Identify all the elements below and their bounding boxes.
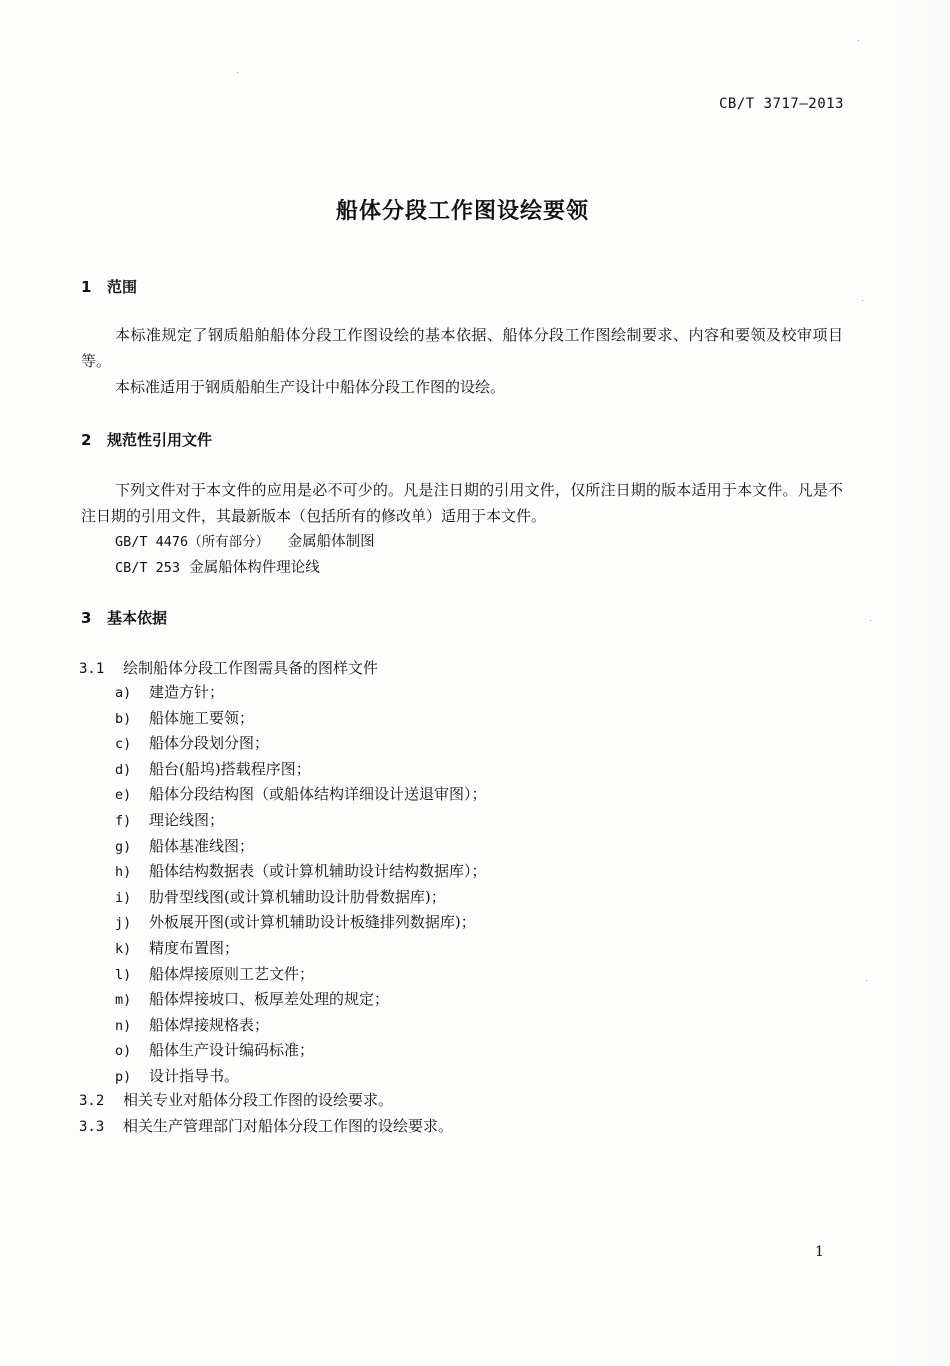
list-item	[115, 859, 487, 885]
list-item	[115, 808, 487, 834]
reference-code: GB/T 4476（所有部分）	[115, 534, 270, 550]
clause-text: 绘制船体分段工作图需具备的图样文件	[123, 659, 379, 677]
list-item	[115, 680, 487, 706]
item-label: b)	[115, 710, 132, 727]
document-title: 船体分段工作图设绘要领	[335, 199, 589, 224]
item-label: m)	[115, 992, 132, 1009]
list-item	[115, 936, 487, 962]
section-2-paragraph-1: 下列文件对于本文件的应用是必不可少的。凡是注日期的引用文件，仅所注日期的版本适用于本文件。凡是不注日期的引用文件，其最新版本（包括所有的修改单）适用于本文件。	[81, 481, 843, 525]
item-label: o)	[115, 1043, 132, 1060]
clause-number: 3.2	[79, 1093, 105, 1109]
section-number: 3	[81, 609, 92, 627]
item-text: 船体焊接规格表；	[149, 1015, 270, 1034]
list-item	[115, 1038, 487, 1064]
scan-speck	[870, 620, 871, 621]
section-title: 规范性引用文件	[107, 431, 213, 449]
reference-title: 金属船体构件理论线	[189, 560, 320, 576]
list-item	[115, 757, 487, 783]
item-label: a)	[115, 685, 132, 701]
section-1-paragraph-1: 本标准规定了钢质船舶船体分段工作图设绘的基本依据、船体分段工作图绘制要求、内容和要领及校审项目等。	[81, 326, 843, 370]
list-item	[115, 706, 487, 732]
list-item	[115, 1064, 487, 1090]
item-text: 船体生产设计编码标准；	[149, 1041, 315, 1060]
item-text: 船台(船坞)搭载程序图；	[149, 759, 311, 778]
clause-text: 相关生产管理部门对船体分段工作图的设绘要求。	[123, 1117, 454, 1135]
item-label: g)	[115, 838, 132, 855]
normative-reference-2	[115, 556, 320, 577]
item-label: i)	[115, 889, 132, 906]
item-label: j)	[115, 915, 132, 932]
section-number: 1	[81, 278, 92, 296]
clause-3-1	[79, 657, 378, 678]
item-label: c)	[115, 736, 132, 753]
section-2-heading	[81, 429, 212, 450]
reference-title: 金属船体制图	[287, 534, 375, 550]
clause-text: 相关专业对船体分段工作图的设绘要求。	[123, 1091, 394, 1109]
section-title: 基本依据	[107, 609, 168, 627]
item-text: 理论线图；	[149, 810, 225, 829]
item-text: 船体分段划分图；	[149, 734, 270, 753]
list-item	[115, 987, 487, 1013]
list-item	[115, 731, 487, 757]
scan-speck	[862, 300, 863, 301]
scan-speck	[858, 40, 859, 41]
list-item	[115, 1013, 487, 1039]
item-text: 船体结构数据表（或计算机辅助设计结构数据库）；	[149, 862, 487, 881]
item-label: e)	[115, 787, 132, 804]
list-item	[115, 962, 487, 988]
list-item	[115, 782, 487, 808]
item-text: 船体焊接原则工艺文件；	[149, 964, 315, 983]
clause-number: 3.1	[79, 661, 105, 677]
section-number: 2	[81, 431, 92, 449]
list-item	[115, 834, 487, 860]
item-label: l)	[115, 966, 132, 983]
section-1-paragraph-2: 本标准适用于钢质船舶生产设计中船体分段工作图的设绘。	[115, 378, 506, 396]
item-text: 外板展开图(或计算机辅助设计板缝排列数据库)；	[149, 913, 476, 932]
item-label: h)	[115, 864, 132, 881]
reference-code: CB/T 253	[115, 560, 181, 576]
item-label: d)	[115, 761, 132, 778]
clause-number: 3.3	[79, 1119, 105, 1135]
item-label: p)	[115, 1068, 132, 1085]
item-text: 设计指导书。	[149, 1066, 240, 1085]
list-item	[115, 885, 487, 911]
clause-3-2	[79, 1089, 393, 1110]
scan-speck	[237, 72, 238, 73]
item-label: f)	[115, 812, 132, 829]
normative-reference-1	[115, 530, 375, 551]
item-text: 船体分段结构图（或船体结构详细设计送退审图）；	[149, 785, 487, 804]
item-text: 船体焊接坡口、板厚差处理的规定；	[149, 990, 390, 1009]
required-documents-list	[115, 680, 487, 1090]
item-label: k)	[115, 940, 132, 957]
item-text: 船体施工要领；	[149, 708, 255, 727]
item-text: 船体基准线图；	[149, 836, 255, 855]
section-1-heading	[81, 276, 137, 297]
scan-speck	[866, 980, 867, 981]
standard-code: CB/T 3717—2013	[718, 96, 844, 112]
item-label: n)	[115, 1017, 132, 1034]
section-3-heading	[81, 607, 167, 628]
page-number: 1	[815, 1244, 824, 1260]
section-title: 范围	[107, 278, 138, 296]
clause-3-3	[79, 1115, 453, 1136]
list-item	[115, 910, 487, 936]
item-text: 肋骨型线图(或计算机辅助设计肋骨数据库)；	[149, 887, 446, 906]
item-text: 精度布置图；	[149, 938, 240, 957]
item-text: 建造方针；	[149, 683, 225, 701]
